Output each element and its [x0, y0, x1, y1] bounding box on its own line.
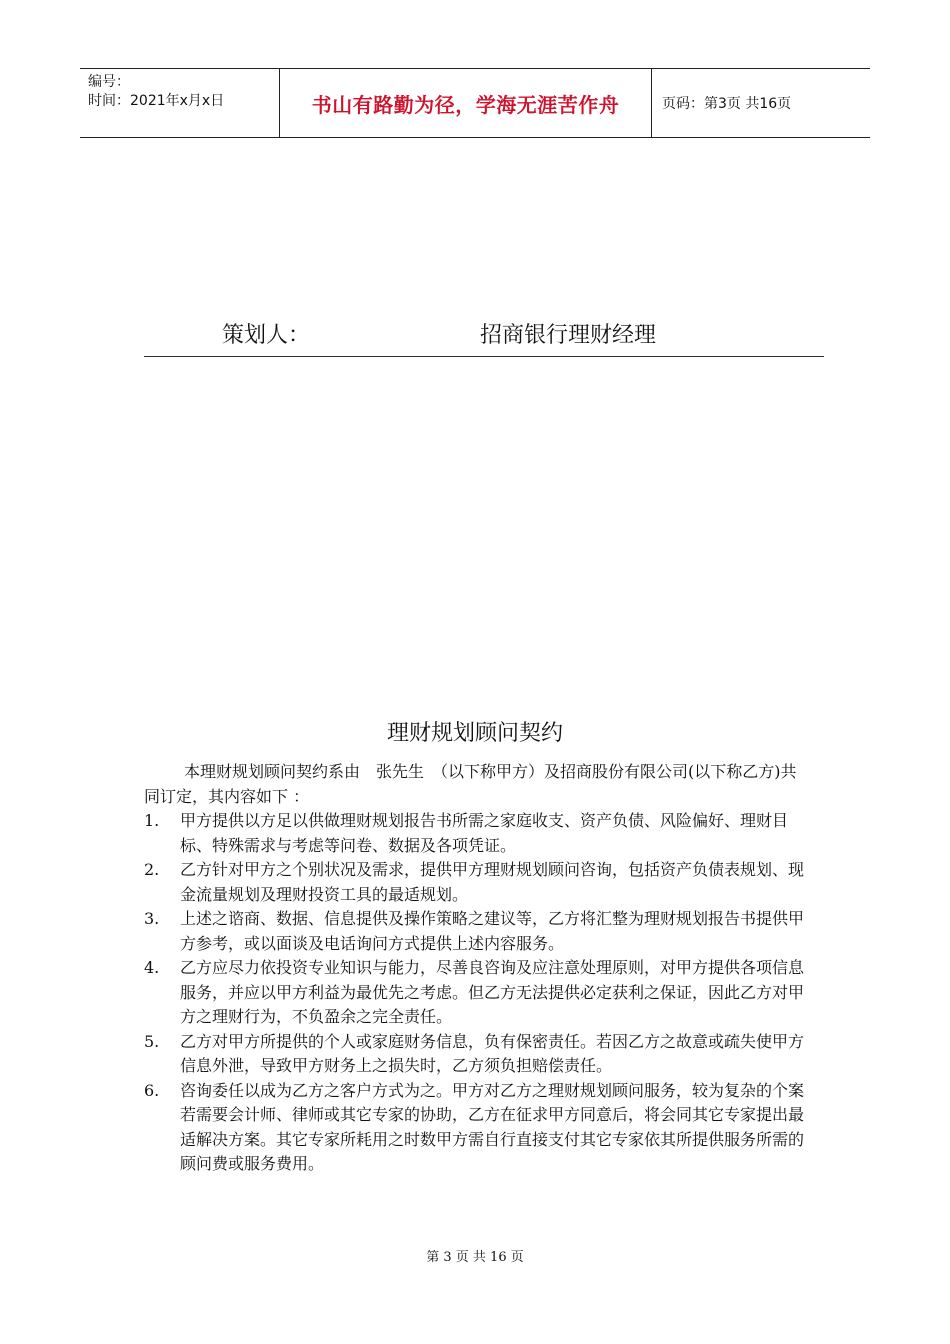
- clause-text: 乙方针对甲方之个别状况及需求，提供甲方理财规划顾问咨询，包括资产负债表规划、现金流量规划及理财投资工具的最适规划。: [180, 860, 805, 904]
- clause-number: 5.: [144, 1031, 160, 1051]
- clause-text: 甲方提供以方足以供做理财规划报告书所需之家庭收支、资产负债、风险偏好、理财目标、特殊需求与考虑等问卷、数据及各项凭证。: [180, 811, 789, 855]
- planner-value: 招商银行理财经理: [480, 323, 657, 348]
- clause-item: [144, 809, 804, 858]
- clause-text: 咨询委任以成为乙方之客户方式为之。甲方对乙方之理财规划顾问服务，较为复杂的个案若需要会计师、律师或其它专家的协助，乙方在征求甲方同意后，将会同其它专家提出最适解决方案。其它专家所耗用之时数甲方需自行直接支付其它专家依其所提供服务所需的顾问费或服务费用。: [180, 1080, 805, 1173]
- clause-text: 上述之谘商、数据、信息提供及操作策略之建议等，乙方将汇整为理财规划报告书提供甲方参考，或以面谈及电话询问方式提供上述内容服务。: [180, 909, 805, 953]
- clause-number: 6.: [144, 1080, 160, 1100]
- contract-intro: 本理财规划顾问契约系由 张先生 （以下称甲方）及招商股份有限公司(以下称乙方)共同订定，其内容如下 ：: [144, 762, 797, 806]
- document-number-label: 编号：: [88, 74, 130, 90]
- clause-text: 乙方应尽力依投资专业知识与能力，尽善良咨询及应注意处理原则，对甲方提供各项信息服务，并应以甲方利益为最优先之考虑。但乙方无法提供必定获利之保证，因此乙方对甲方之理财行为，不负盈余之完全责任。: [180, 958, 805, 1026]
- header-page-info: 页码：第3页 共16页: [662, 96, 792, 112]
- document-date: 时间：2021年x月x日: [88, 93, 225, 109]
- header-meta: [80, 69, 280, 137]
- clause-text: 乙方对甲方所提供的个人或家庭财务信息，负有保密责任。若因乙方之故意或疏失使甲方信息外泄，导致甲方财务上之损失时，乙方须负担赔偿责任。: [180, 1031, 805, 1075]
- contract-title: 理财规划顾问契约: [386, 721, 563, 746]
- page-footer: 第 3 页 共 16 页: [426, 1250, 524, 1265]
- clause-number: 4.: [144, 958, 160, 977]
- clause-item: [144, 1030, 804, 1079]
- clause-item: [144, 858, 804, 907]
- page-header: [80, 68, 870, 138]
- contract-clauses: [144, 809, 804, 1177]
- planner-label: 策划人：: [222, 323, 311, 348]
- planner-line: [144, 316, 824, 357]
- contract-body: [144, 760, 804, 1177]
- clause-number: 3.: [144, 909, 160, 928]
- clause-item: [144, 907, 804, 956]
- clause-item: [144, 1079, 804, 1177]
- clause-number: 1.: [144, 811, 160, 830]
- header-motto: 书山有路勤为径，学海无涯苦作舟: [280, 69, 652, 137]
- clause-number: 2.: [144, 860, 160, 879]
- clause-item: [144, 956, 804, 1030]
